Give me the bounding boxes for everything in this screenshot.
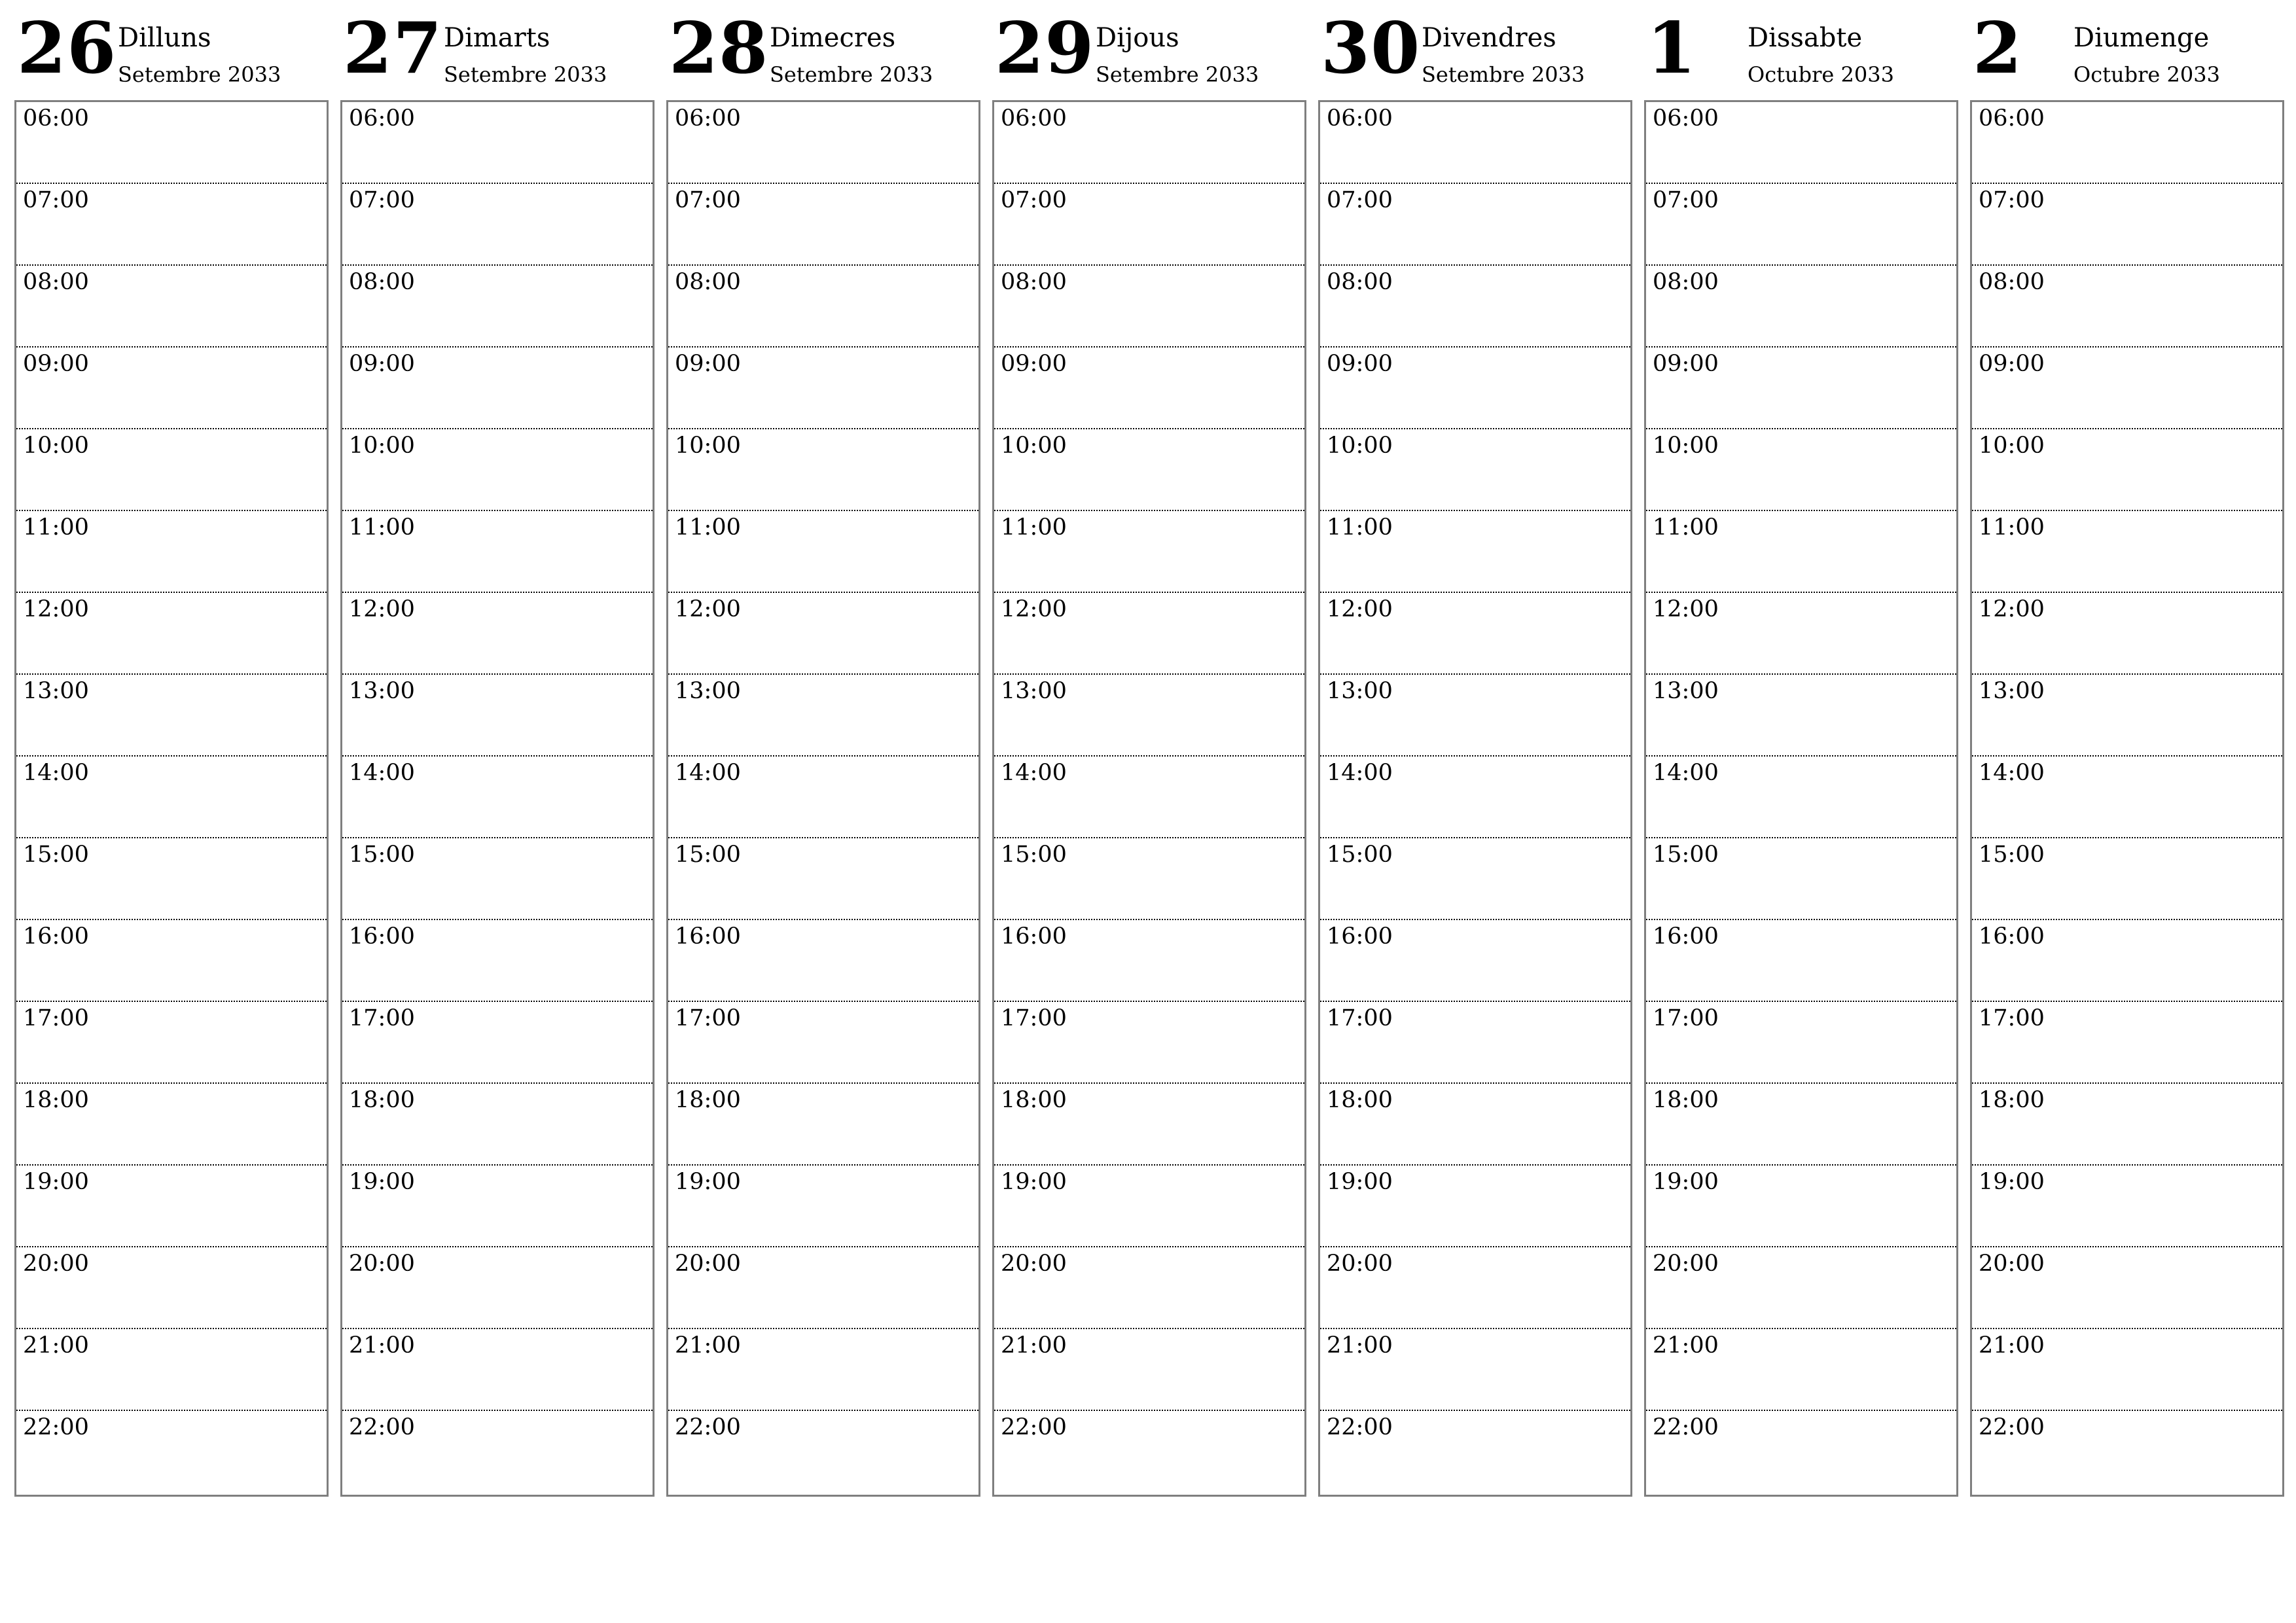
hour-slot[interactable]	[668, 593, 978, 675]
day-schedule	[14, 100, 329, 1497]
day-column	[1970, 0, 2283, 1499]
month-year: Octubre 2033	[2073, 62, 2220, 87]
hour-slot[interactable]	[1320, 593, 1630, 675]
hour-slot[interactable]	[1972, 757, 2282, 838]
hour-label: 17:00	[1327, 1005, 1393, 1031]
hour-slot[interactable]	[668, 675, 978, 757]
hour-label: 19:00	[1327, 1169, 1393, 1195]
hour-label: 07:00	[1653, 187, 1719, 213]
hour-label: 12:00	[1001, 596, 1067, 622]
hour-slot[interactable]	[668, 348, 978, 429]
hour-label: 13:00	[1327, 678, 1393, 704]
hour-label: 11:00	[349, 514, 415, 541]
hour-slot[interactable]	[1972, 838, 2282, 920]
hour-label: 12:00	[1979, 596, 2045, 622]
hour-label: 22:00	[675, 1414, 741, 1440]
hour-label: 14:00	[23, 760, 89, 786]
hour-label: 10:00	[675, 433, 741, 459]
hour-slot[interactable]	[994, 1329, 1304, 1411]
hour-slot[interactable]	[342, 1002, 653, 1084]
hour-slot[interactable]	[16, 266, 327, 348]
day-header	[1644, 0, 1957, 99]
hour-slot[interactable]	[1320, 1247, 1630, 1329]
hour-label: 10:00	[23, 433, 89, 459]
hour-label: 18:00	[23, 1087, 89, 1113]
day-name: Dijous	[1096, 23, 1179, 53]
hour-label: 11:00	[675, 514, 741, 541]
month-year: Setembre 2033	[444, 62, 607, 87]
hour-slot[interactable]	[1320, 1002, 1630, 1084]
hour-slot[interactable]	[994, 1411, 1304, 1493]
hour-slot[interactable]	[1320, 1411, 1630, 1493]
hour-slot[interactable]	[342, 1411, 653, 1493]
hour-slot[interactable]	[994, 1084, 1304, 1166]
hour-slot[interactable]	[1646, 1329, 1956, 1411]
hour-label: 22:00	[1979, 1414, 2045, 1440]
hour-label: 22:00	[1327, 1414, 1393, 1440]
day-schedule	[1644, 100, 1958, 1497]
hour-label: 11:00	[1327, 514, 1393, 541]
hour-slot[interactable]	[668, 838, 978, 920]
day-schedule	[1970, 100, 2284, 1497]
hour-label: 20:00	[1979, 1251, 2045, 1277]
day-schedule	[340, 100, 655, 1497]
day-name: Diumenge	[2073, 23, 2210, 53]
hour-label: 21:00	[1327, 1332, 1393, 1359]
hour-label: 20:00	[675, 1251, 741, 1277]
hour-label: 06:00	[1653, 105, 1719, 132]
hour-slot[interactable]	[1646, 102, 1956, 184]
hour-slot[interactable]	[994, 757, 1304, 838]
hour-slot[interactable]	[342, 429, 653, 511]
hour-label: 06:00	[1001, 105, 1067, 132]
hour-slot[interactable]	[668, 1329, 978, 1411]
hour-label: 16:00	[1327, 923, 1393, 950]
hour-slot[interactable]	[16, 1166, 327, 1247]
hour-slot[interactable]	[1972, 1084, 2282, 1166]
hour-slot[interactable]	[668, 1247, 978, 1329]
hour-label: 19:00	[1001, 1169, 1067, 1195]
hour-slot[interactable]	[1972, 266, 2282, 348]
hour-label: 18:00	[675, 1087, 741, 1113]
hour-slot[interactable]	[1972, 184, 2282, 266]
day-name: Dissabte	[1748, 23, 1863, 53]
hour-label: 14:00	[1653, 760, 1719, 786]
hour-label: 06:00	[675, 105, 741, 132]
hour-label: 09:00	[1979, 351, 2045, 377]
hour-slot[interactable]	[1320, 429, 1630, 511]
hour-slot[interactable]	[994, 348, 1304, 429]
hour-label: 10:00	[1001, 433, 1067, 459]
day-name: Dilluns	[118, 23, 211, 53]
hour-label: 09:00	[1001, 351, 1067, 377]
hour-label: 06:00	[1327, 105, 1393, 132]
day-column	[14, 0, 327, 1499]
hour-label: 15:00	[23, 842, 89, 868]
hour-label: 16:00	[1653, 923, 1719, 950]
hour-slot[interactable]	[16, 920, 327, 1002]
hour-slot[interactable]	[342, 838, 653, 920]
hour-slot[interactable]	[1972, 675, 2282, 757]
hour-label: 07:00	[23, 187, 89, 213]
day-header	[1970, 0, 2283, 99]
hour-label: 06:00	[349, 105, 415, 132]
hour-label: 15:00	[349, 842, 415, 868]
hour-slot[interactable]	[1972, 1247, 2282, 1329]
hour-label: 21:00	[349, 1332, 415, 1359]
hour-slot[interactable]	[668, 1411, 978, 1493]
hour-label: 12:00	[23, 596, 89, 622]
hour-slot[interactable]	[1320, 1084, 1630, 1166]
month-year: Setembre 2033	[118, 62, 281, 87]
hour-label: 06:00	[23, 105, 89, 132]
day-number: 2	[1973, 7, 2023, 90]
hour-label: 07:00	[1001, 187, 1067, 213]
hour-slot[interactable]	[16, 757, 327, 838]
day-schedule	[666, 100, 980, 1497]
hour-label: 17:00	[1001, 1005, 1067, 1031]
hour-slot[interactable]	[1646, 429, 1956, 511]
hour-slot[interactable]	[16, 184, 327, 266]
hour-label: 07:00	[1327, 187, 1393, 213]
hour-label: 16:00	[1001, 923, 1067, 950]
hour-label: 12:00	[1327, 596, 1393, 622]
hour-label: 21:00	[23, 1332, 89, 1359]
hour-label: 20:00	[1327, 1251, 1393, 1277]
hour-label: 18:00	[1653, 1087, 1719, 1113]
hour-slot[interactable]	[1320, 266, 1630, 348]
day-number: 28	[669, 7, 769, 90]
hour-label: 19:00	[349, 1169, 415, 1195]
hour-label: 07:00	[675, 187, 741, 213]
hour-slot[interactable]	[1320, 675, 1630, 757]
hour-slot[interactable]	[994, 1166, 1304, 1247]
hour-slot[interactable]	[668, 920, 978, 1002]
hour-label: 15:00	[1979, 842, 2045, 868]
hour-slot[interactable]	[1320, 920, 1630, 1002]
hour-slot[interactable]	[342, 1166, 653, 1247]
hour-label: 18:00	[1979, 1087, 2045, 1113]
hour-label: 15:00	[675, 842, 741, 868]
hour-slot[interactable]	[1646, 184, 1956, 266]
hour-slot[interactable]	[994, 184, 1304, 266]
hour-label: 19:00	[1653, 1169, 1719, 1195]
month-year: Octubre 2033	[1748, 62, 1894, 87]
hour-label: 09:00	[1653, 351, 1719, 377]
hour-label: 09:00	[349, 351, 415, 377]
hour-slot[interactable]	[342, 184, 653, 266]
weekly-planner	[14, 0, 2289, 1505]
day-number: 30	[1321, 7, 1421, 90]
hour-label: 20:00	[349, 1251, 415, 1277]
hour-slot[interactable]	[1646, 1247, 1956, 1329]
day-header	[992, 0, 1305, 99]
hour-label: 10:00	[1979, 433, 2045, 459]
hour-slot[interactable]	[16, 838, 327, 920]
hour-slot[interactable]	[994, 102, 1304, 184]
hour-label: 11:00	[1001, 514, 1067, 541]
hour-label: 07:00	[1979, 187, 2045, 213]
hour-slot[interactable]	[1646, 1084, 1956, 1166]
hour-slot[interactable]	[1972, 1329, 2282, 1411]
hour-slot[interactable]	[1320, 1166, 1630, 1247]
hour-label: 22:00	[349, 1414, 415, 1440]
hour-label: 19:00	[675, 1169, 741, 1195]
hour-label: 14:00	[1327, 760, 1393, 786]
hour-slot[interactable]	[994, 593, 1304, 675]
hour-slot[interactable]	[994, 675, 1304, 757]
hour-slot[interactable]	[994, 266, 1304, 348]
hour-slot[interactable]	[1320, 1329, 1630, 1411]
hour-slot[interactable]	[16, 429, 327, 511]
hour-label: 08:00	[675, 269, 741, 295]
hour-slot[interactable]	[668, 184, 978, 266]
hour-label: 22:00	[1001, 1414, 1067, 1440]
hour-label: 12:00	[675, 596, 741, 622]
month-year: Setembre 2033	[1422, 62, 1585, 87]
hour-slot[interactable]	[1972, 1002, 2282, 1084]
hour-slot[interactable]	[668, 1166, 978, 1247]
hour-label: 15:00	[1327, 842, 1393, 868]
day-column	[340, 0, 653, 1499]
day-header	[1318, 0, 1631, 99]
day-column	[1644, 0, 1957, 1499]
hour-label: 17:00	[23, 1005, 89, 1031]
hour-label: 14:00	[1001, 760, 1067, 786]
day-number: 1	[1647, 7, 1697, 90]
hour-slot[interactable]	[16, 593, 327, 675]
hour-slot[interactable]	[16, 102, 327, 184]
hour-label: 16:00	[23, 923, 89, 950]
hour-slot[interactable]	[342, 920, 653, 1002]
hour-slot[interactable]	[1320, 348, 1630, 429]
day-column	[1318, 0, 1631, 1499]
day-name: Dimecres	[770, 23, 896, 53]
hour-label: 09:00	[675, 351, 741, 377]
hour-slot[interactable]	[1646, 593, 1956, 675]
day-header	[14, 0, 327, 99]
hour-label: 15:00	[1653, 842, 1719, 868]
hour-label: 21:00	[675, 1332, 741, 1359]
hour-label: 08:00	[1327, 269, 1393, 295]
hour-slot[interactable]	[16, 1247, 327, 1329]
hour-label: 11:00	[1979, 514, 2045, 541]
hour-slot[interactable]	[16, 1329, 327, 1411]
hour-label: 18:00	[1001, 1087, 1067, 1113]
hour-label: 13:00	[349, 678, 415, 704]
hour-label: 08:00	[23, 269, 89, 295]
hour-slot[interactable]	[1646, 511, 1956, 593]
hour-slot[interactable]	[1646, 266, 1956, 348]
hour-label: 18:00	[1327, 1087, 1393, 1113]
day-number: 26	[17, 7, 117, 90]
hour-label: 12:00	[349, 596, 415, 622]
hour-slot[interactable]	[1320, 184, 1630, 266]
hour-label: 09:00	[1327, 351, 1393, 377]
hour-slot[interactable]	[994, 1002, 1304, 1084]
hour-slot[interactable]	[1320, 102, 1630, 184]
hour-slot[interactable]	[994, 429, 1304, 511]
hour-label: 12:00	[1653, 596, 1719, 622]
hour-slot[interactable]	[1972, 511, 2282, 593]
hour-label: 08:00	[1979, 269, 2045, 295]
hour-label: 10:00	[1653, 433, 1719, 459]
day-name: Dimarts	[444, 23, 550, 53]
hour-slot[interactable]	[994, 920, 1304, 1002]
hour-slot[interactable]	[1646, 757, 1956, 838]
hour-slot[interactable]	[668, 1084, 978, 1166]
day-header	[666, 0, 979, 99]
hour-slot[interactable]	[16, 348, 327, 429]
hour-slot[interactable]	[668, 1002, 978, 1084]
hour-slot[interactable]	[1646, 348, 1956, 429]
hour-label: 17:00	[1653, 1005, 1719, 1031]
hour-slot[interactable]	[1320, 757, 1630, 838]
hour-slot[interactable]	[1972, 429, 2282, 511]
day-column	[666, 0, 979, 1499]
hour-slot[interactable]	[1972, 593, 2282, 675]
hour-slot[interactable]	[16, 1411, 327, 1493]
hour-label: 17:00	[1979, 1005, 2045, 1031]
hour-label: 13:00	[675, 678, 741, 704]
hour-slot[interactable]	[342, 593, 653, 675]
hour-slot[interactable]	[1646, 920, 1956, 1002]
hour-slot[interactable]	[994, 511, 1304, 593]
hour-slot[interactable]	[668, 266, 978, 348]
hour-slot[interactable]	[668, 511, 978, 593]
hour-label: 13:00	[1653, 678, 1719, 704]
hour-slot[interactable]	[1972, 920, 2282, 1002]
hour-slot[interactable]	[342, 1329, 653, 1411]
hour-slot[interactable]	[342, 102, 653, 184]
hour-slot[interactable]	[1972, 102, 2282, 184]
hour-label: 18:00	[349, 1087, 415, 1113]
hour-label: 14:00	[675, 760, 741, 786]
hour-label: 16:00	[349, 923, 415, 950]
hour-label: 21:00	[1001, 1332, 1067, 1359]
hour-label: 13:00	[1001, 678, 1067, 704]
day-schedule	[1318, 100, 1632, 1497]
day-number: 29	[995, 7, 1095, 90]
hour-slot[interactable]	[1646, 838, 1956, 920]
hour-label: 22:00	[1653, 1414, 1719, 1440]
hour-label: 06:00	[1979, 105, 2045, 132]
hour-label: 10:00	[1327, 433, 1393, 459]
hour-slot[interactable]	[668, 757, 978, 838]
hour-slot[interactable]	[16, 1084, 327, 1166]
hour-slot[interactable]	[1972, 348, 2282, 429]
hour-label: 16:00	[1979, 923, 2045, 950]
hour-slot[interactable]	[16, 1002, 327, 1084]
hour-slot[interactable]	[342, 511, 653, 593]
hour-label: 14:00	[1979, 760, 2045, 786]
hour-label: 16:00	[675, 923, 741, 950]
day-column	[992, 0, 1305, 1499]
hour-label: 20:00	[1001, 1251, 1067, 1277]
hour-slot[interactable]	[16, 675, 327, 757]
hour-slot[interactable]	[342, 757, 653, 838]
hour-slot[interactable]	[342, 348, 653, 429]
hour-slot[interactable]	[1320, 511, 1630, 593]
hour-label: 09:00	[23, 351, 89, 377]
month-year: Setembre 2033	[1096, 62, 1259, 87]
hour-slot[interactable]	[1646, 1002, 1956, 1084]
hour-label: 21:00	[1653, 1332, 1719, 1359]
hour-label: 21:00	[1979, 1332, 2045, 1359]
hour-label: 17:00	[675, 1005, 741, 1031]
hour-label: 07:00	[349, 187, 415, 213]
hour-slot[interactable]	[1646, 1166, 1956, 1247]
hour-label: 19:00	[23, 1169, 89, 1195]
hour-label: 08:00	[1001, 269, 1067, 295]
hour-slot[interactable]	[342, 266, 653, 348]
hour-label: 11:00	[1653, 514, 1719, 541]
hour-slot[interactable]	[668, 102, 978, 184]
hour-label: 08:00	[349, 269, 415, 295]
hour-slot[interactable]	[994, 838, 1304, 920]
month-year: Setembre 2033	[770, 62, 933, 87]
hour-label: 13:00	[1979, 678, 2045, 704]
hour-label: 10:00	[349, 433, 415, 459]
hour-label: 13:00	[23, 678, 89, 704]
hour-label: 11:00	[23, 514, 89, 541]
hour-slot[interactable]	[342, 1247, 653, 1329]
hour-slot[interactable]	[1972, 1411, 2282, 1493]
day-schedule	[992, 100, 1306, 1497]
hour-label: 20:00	[23, 1251, 89, 1277]
hour-slot[interactable]	[1646, 675, 1956, 757]
day-number: 27	[343, 7, 443, 90]
hour-label: 17:00	[349, 1005, 415, 1031]
hour-slot[interactable]	[342, 675, 653, 757]
hour-slot[interactable]	[342, 1084, 653, 1166]
hour-slot[interactable]	[16, 511, 327, 593]
hour-label: 08:00	[1653, 269, 1719, 295]
hour-slot[interactable]	[1646, 1411, 1956, 1493]
hour-slot[interactable]	[994, 1247, 1304, 1329]
hour-label: 22:00	[23, 1414, 89, 1440]
hour-slot[interactable]	[1320, 838, 1630, 920]
hour-label: 15:00	[1001, 842, 1067, 868]
day-name: Divendres	[1422, 23, 1556, 53]
day-header	[340, 0, 653, 99]
hour-slot[interactable]	[668, 429, 978, 511]
hour-slot[interactable]	[1972, 1166, 2282, 1247]
hour-label: 14:00	[349, 760, 415, 786]
hour-label: 19:00	[1979, 1169, 2045, 1195]
hour-label: 20:00	[1653, 1251, 1719, 1277]
